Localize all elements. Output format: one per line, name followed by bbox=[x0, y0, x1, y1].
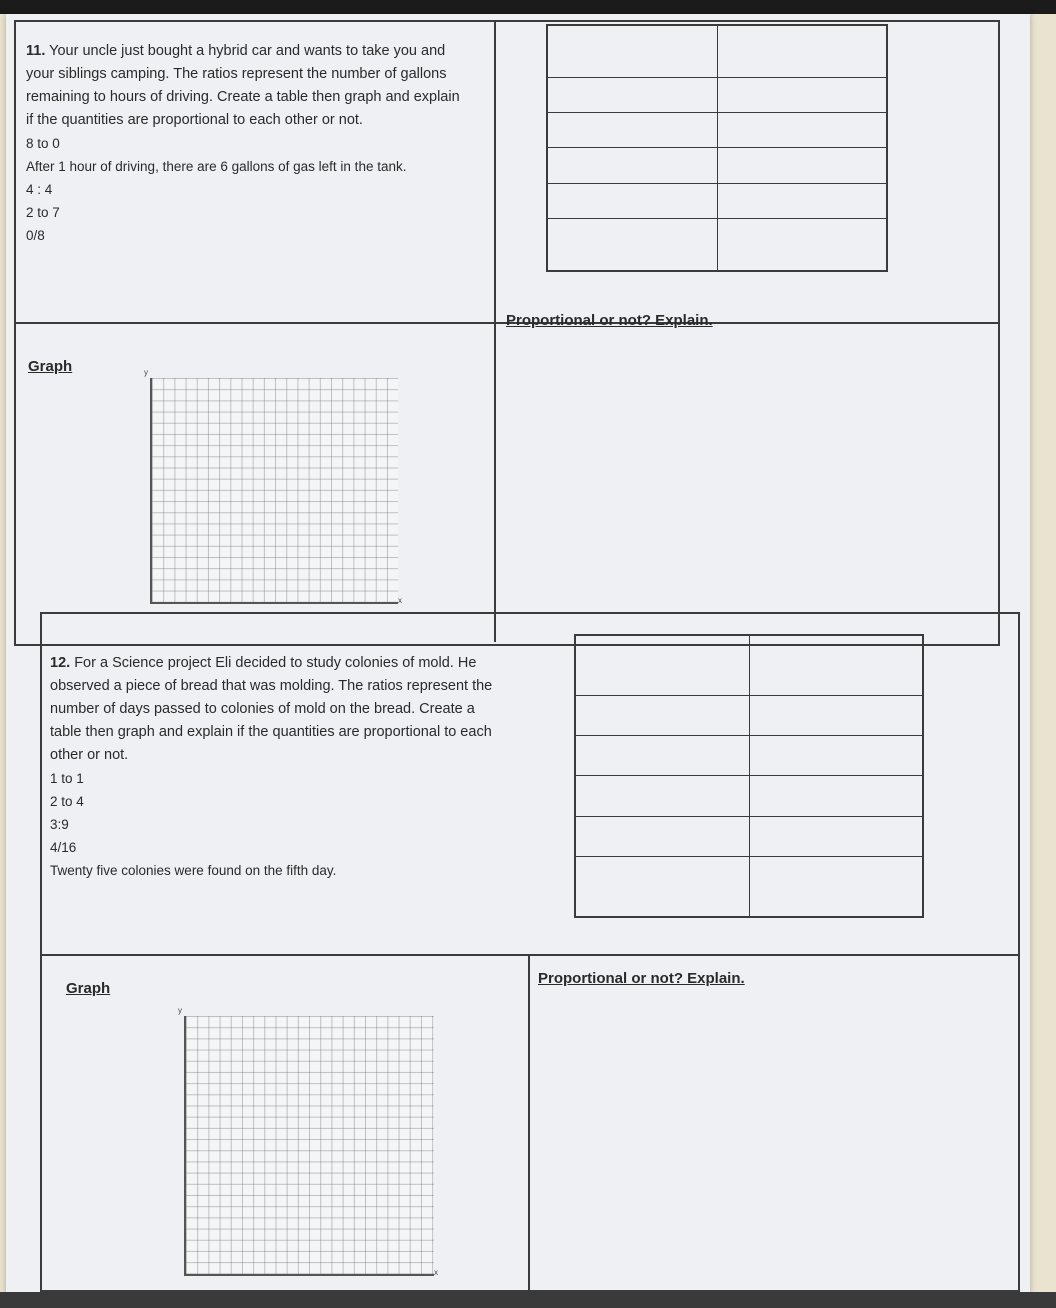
problem-11-graph-label: Graph bbox=[28, 358, 73, 375]
table-cell[interactable] bbox=[749, 776, 923, 816]
table-cell[interactable] bbox=[547, 78, 717, 113]
x-axis-mark: x bbox=[398, 596, 402, 605]
table-cell[interactable] bbox=[717, 148, 887, 183]
table-cell[interactable] bbox=[749, 635, 923, 695]
problem-12-ratio-1: 1 to 1 bbox=[50, 771, 84, 786]
problem-11-number: 11. bbox=[26, 43, 46, 59]
table-cell[interactable] bbox=[749, 857, 923, 917]
table-cell[interactable] bbox=[575, 736, 749, 776]
problem-12-column-divider bbox=[528, 954, 530, 1290]
problem-11-text: Your uncle just bought a hybrid car and wants to take you and your siblings camping. The ratios represent the number of gallons remaining to hours of driving. Create a table then graph and explain if the quantities are proportional to each other or not. bbox=[26, 43, 460, 128]
y-axis-mark: y bbox=[144, 368, 148, 377]
problem-12-table bbox=[574, 634, 924, 918]
problem-11-ratio-1: 8 to 0 bbox=[26, 136, 60, 151]
problem-11-box bbox=[14, 20, 1000, 646]
problem-12-graph-label: Graph bbox=[66, 980, 111, 997]
problem-11-ratio-5: 0/8 bbox=[26, 228, 45, 243]
problem-11-prompt bbox=[26, 40, 466, 247]
bottom-edge bbox=[0, 1292, 1056, 1308]
table-cell[interactable] bbox=[717, 183, 887, 218]
table-cell[interactable] bbox=[717, 25, 887, 78]
table-cell[interactable] bbox=[717, 113, 887, 148]
table-cell[interactable] bbox=[547, 183, 717, 218]
table-cell[interactable] bbox=[749, 816, 923, 856]
problem-12-text: For a Science project Eli decided to study colonies of mold. He observed a piece of bread that was molding. The ratios represent the number of days passed to colonies of mold on the bread. Create a table then graph and explain if the quantities are proportional to each other or not. bbox=[50, 655, 493, 763]
problem-12-prompt bbox=[50, 652, 504, 882]
table-cell[interactable] bbox=[749, 736, 923, 776]
problem-11-explain-label: Proportional or not? Explain. bbox=[506, 312, 713, 329]
problem-12-ratio-2: 2 to 4 bbox=[50, 794, 84, 809]
y-axis-mark: y bbox=[178, 1006, 182, 1015]
problem-12-divider bbox=[42, 954, 1018, 956]
problem-11-graph-grid[interactable] bbox=[150, 378, 398, 604]
table-cell[interactable] bbox=[575, 635, 749, 695]
table-cell[interactable] bbox=[717, 218, 887, 271]
table-cell[interactable] bbox=[575, 776, 749, 816]
problem-12-number: 12. bbox=[50, 655, 71, 671]
table-cell[interactable] bbox=[547, 113, 717, 148]
table-cell[interactable] bbox=[547, 25, 717, 78]
problem-11-table bbox=[546, 24, 888, 272]
x-axis-mark: x bbox=[434, 1268, 438, 1277]
table-cell[interactable] bbox=[717, 78, 887, 113]
worksheet-page bbox=[6, 14, 1030, 1294]
problem-12-explain-label: Proportional or not? Explain. bbox=[538, 970, 745, 987]
top-edge bbox=[0, 0, 1056, 14]
problem-12-box bbox=[40, 612, 1020, 1292]
table-cell[interactable] bbox=[547, 218, 717, 271]
problem-11-column-divider bbox=[494, 22, 496, 642]
problem-12-graph-grid[interactable] bbox=[184, 1016, 434, 1276]
table-cell[interactable] bbox=[749, 695, 923, 735]
table-cell[interactable] bbox=[575, 816, 749, 856]
problem-12-ratio-4: 4/16 bbox=[50, 840, 77, 855]
problem-12-ratio-3: 3:9 bbox=[50, 817, 69, 832]
problem-11-ratio-3: 4 : 4 bbox=[26, 182, 53, 197]
problem-11-ratio-2: After 1 hour of driving, there are 6 gallons of gas left in the tank. bbox=[26, 159, 407, 174]
problem-12-ratio-5: Twenty five colonies were found on the fifth day. bbox=[50, 863, 337, 878]
table-cell[interactable] bbox=[547, 148, 717, 183]
table-cell[interactable] bbox=[575, 857, 749, 917]
problem-11-ratio-4: 2 to 7 bbox=[26, 205, 60, 220]
table-cell[interactable] bbox=[575, 695, 749, 735]
